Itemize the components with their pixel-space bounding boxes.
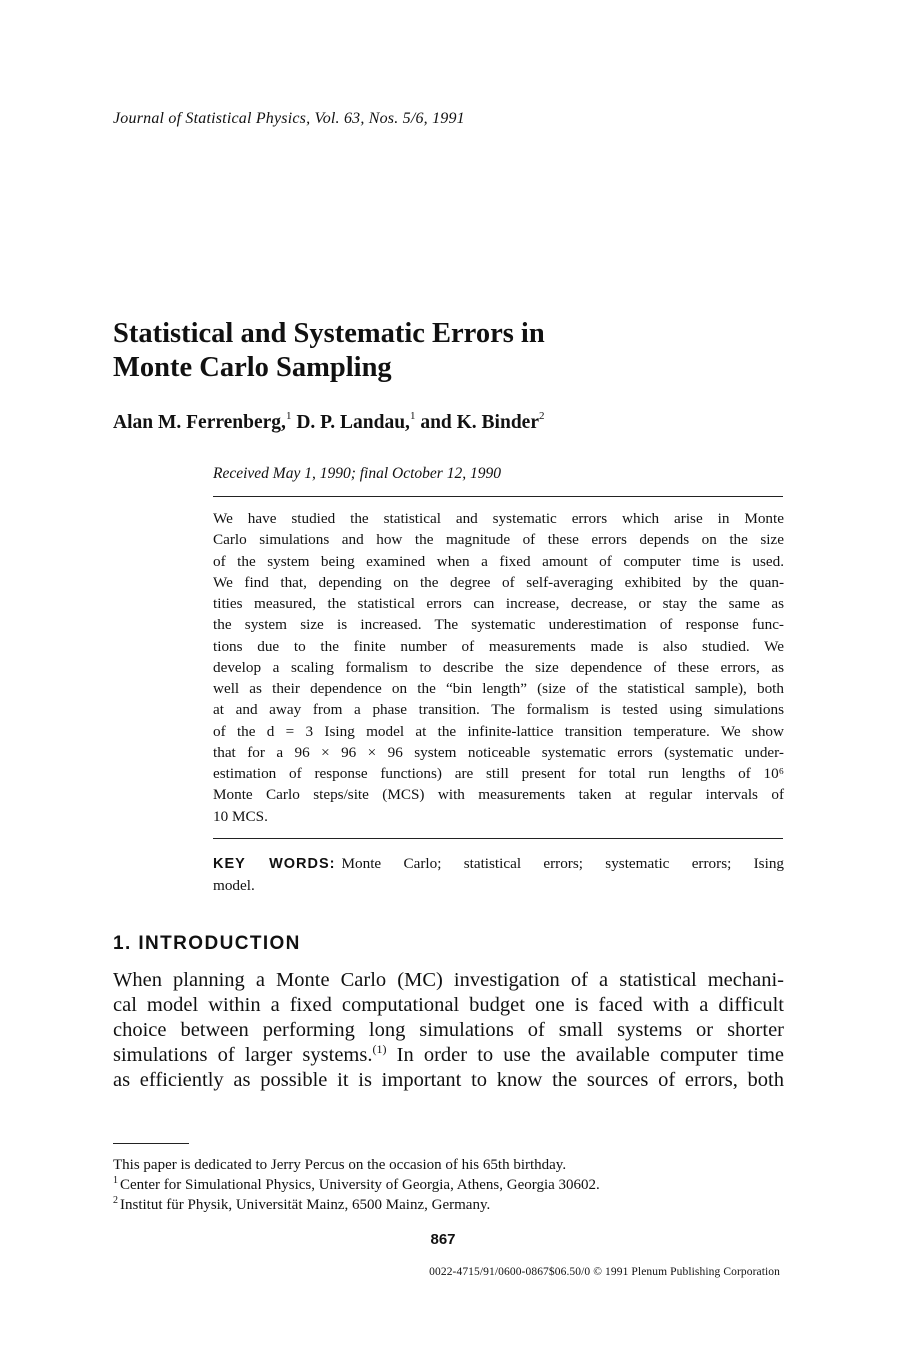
abstract-line: Monte Carlo steps/site (MCS) with measurements taken at regular intervals of (213, 786, 784, 804)
abstract (213, 508, 784, 827)
abstract-line: We have studied the statistical and systematic errors which arise in Monte (213, 510, 784, 527)
abstract-line: of the system being examined when a fixed amount of computer time is used. (213, 552, 784, 570)
footnotes (113, 1155, 793, 1215)
affiliation-mark: 1 (285, 409, 292, 422)
abstract-line: that for a 96 × 96 × 96 system noticeable systematic errors (systematic under- (213, 743, 784, 761)
section-heading (113, 933, 301, 955)
section-title: INTRODUCTION (138, 933, 301, 954)
body-line (113, 1043, 784, 1068)
abstract-line: tities measured, the statistical errors can increase, decrease, or stay the same as (213, 595, 784, 612)
body-line: cal model within a fixed computational budget one is faced with a difficult (113, 994, 784, 1016)
author-name: and K. Binder (420, 412, 539, 433)
section-number: 1. (113, 933, 132, 954)
body-line: as efficiently as possible it is important to know the sources of errors, both (113, 1069, 784, 1091)
keywords (213, 853, 784, 896)
abstract-bottom-rule (213, 838, 783, 839)
abstract-line: at and away from a phase transition. The formalism is tested using simulations (213, 701, 784, 719)
abstract-line: tions due to the finite number of measurements made is also studied. We (213, 637, 784, 655)
footnote-rule (113, 1143, 189, 1144)
dedication-note: This paper is dedicated to Jerry Percus on the occasion of his 65th birthday. (113, 1157, 567, 1173)
author-list (113, 409, 545, 434)
affiliation-mark: 2 (538, 409, 545, 422)
copyright-line: 0022-4715/91/0600-0867$06.50/0 © 1991 Plenum Publishing Corporation (429, 1266, 780, 1278)
footnote-text: Institut für Physik, Universität Mainz, 6500 Mainz, Germany. (120, 1197, 491, 1213)
abstract-line: of the d = 3 Ising model at the infinite-lattice transition temperature. We show (213, 722, 784, 740)
keywords-label: KEY WORDS: (213, 856, 336, 872)
body-line: When planning a Monte Carlo (MC) investigation of a statistical mechani- (113, 969, 784, 991)
footnote (113, 1195, 793, 1215)
abstract-line: We find that, depending on the degree of self-averaging exhibited by the quan- (213, 573, 784, 591)
received-dates: Received May 1, 1990; final October 12, 1990 (213, 465, 501, 482)
body-line: choice between performing long simulations of small systems or shorter (113, 1019, 784, 1041)
citation-ref: (1) (372, 1042, 387, 1057)
abstract-line: the system size is increased. The systematic underestimation of response func- (213, 616, 784, 634)
keywords-text: model. (213, 877, 255, 894)
abstract-line: estimation of response functions) are still present for total run lengths of 10⁶ (213, 765, 784, 782)
abstract-line: Carlo simulations and how the magnitude of these errors depends on the size (213, 531, 784, 549)
title-line-1: Statistical and Systematic Errors in (113, 318, 545, 349)
author-name: Alan M. Ferrenberg, (113, 412, 286, 433)
introduction-text (113, 968, 784, 1093)
paper-title (113, 317, 793, 385)
abstract-line: 10 MCS. (213, 807, 268, 825)
abstract-line: develop a scaling formalism to describe the size dependence of these errors, as (213, 658, 784, 676)
abstract-top-rule (213, 496, 783, 497)
keywords-text: Monte Carlo; statistical errors; systematic errors; Ising (341, 855, 785, 872)
page-number: 867 (430, 1231, 456, 1248)
footnote-mark: 1 (113, 1175, 118, 1186)
footnote (113, 1175, 793, 1195)
footnote-mark: 2 (113, 1195, 118, 1206)
body-line-segment: In order to use the available computer time (386, 1044, 784, 1066)
journal-citation: Journal of Statistical Physics, Vol. 63, Nos. 5/6, 1991 (113, 110, 465, 127)
affiliation-mark: 1 (409, 409, 416, 422)
author-name: D. P. Landau, (296, 412, 410, 433)
title-line-2: Monte Carlo Sampling (113, 352, 392, 383)
abstract-line: well as their dependence on the “bin length” (size of the statistical sample), both (213, 680, 784, 697)
body-line-segment: simulations of larger systems. (113, 1044, 373, 1066)
footnote-text: Center for Simulational Physics, University of Georgia, Athens, Georgia 30602. (120, 1177, 600, 1193)
